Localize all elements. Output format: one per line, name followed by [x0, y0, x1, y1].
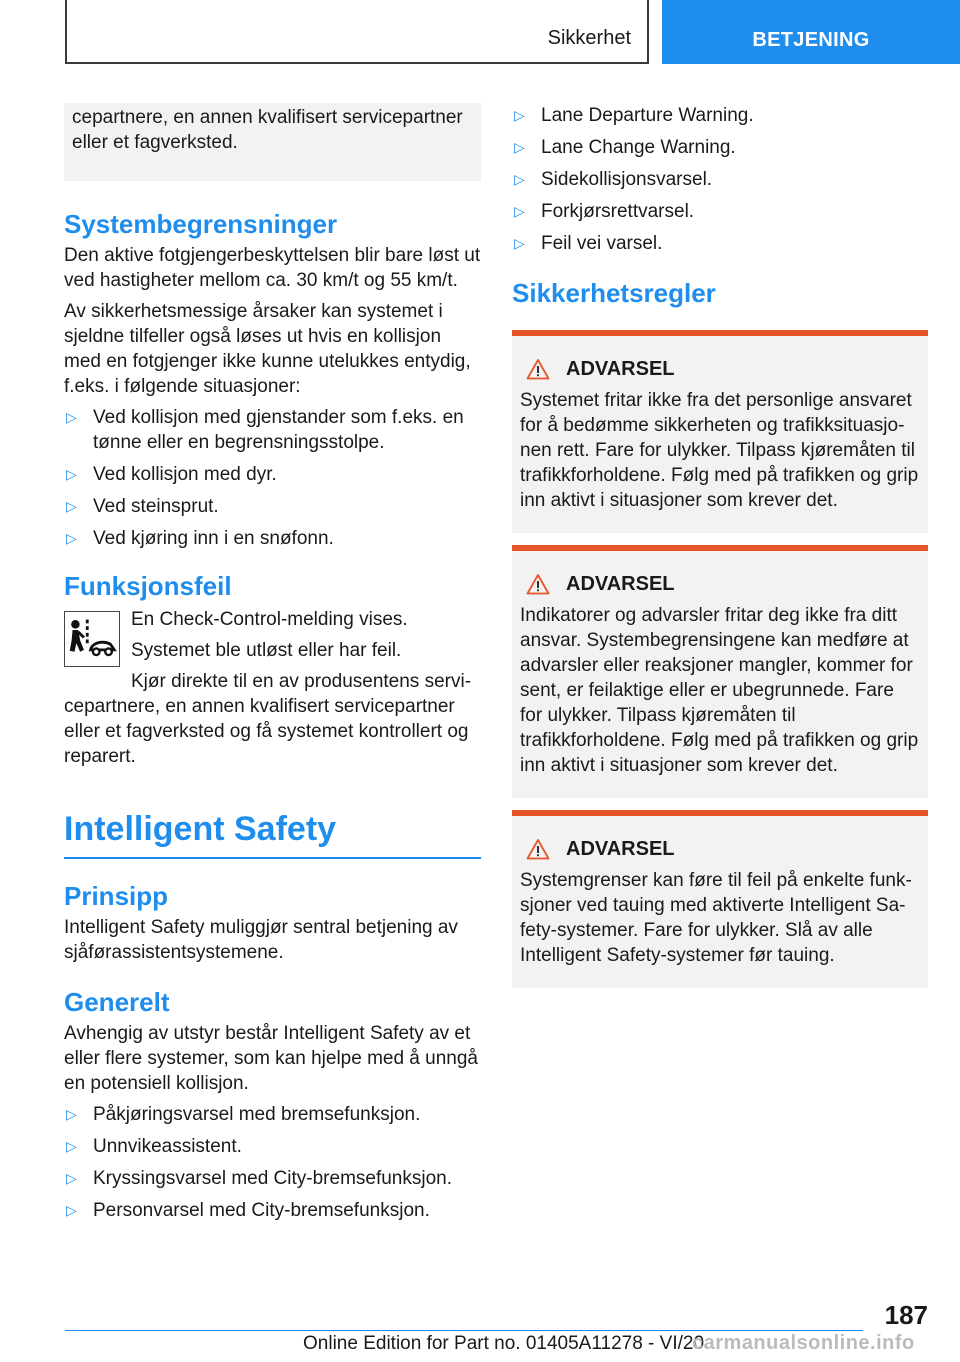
malfunction-line-1: En Check-Control-melding vises.: [131, 609, 408, 630]
list-item: [64, 462, 481, 487]
warning-title-text: ADVARSEL: [566, 358, 675, 380]
page-number: 187: [884, 1300, 928, 1330]
warning-title-text: ADVARSEL: [566, 838, 675, 860]
list-item: [64, 1102, 481, 1127]
triangle-right-icon: ▷: [66, 1106, 77, 1122]
list-item: [512, 103, 928, 128]
header-chapter-label: BETJENING: [752, 29, 870, 51]
warning-triangle-icon: [526, 573, 550, 595]
warning-title: [520, 571, 920, 597]
warning-triangle-icon: [526, 838, 550, 860]
list-item-text: Ved steinsprut.: [93, 496, 219, 517]
list-item-text: Ved kollisjon med gjenstander som f.eks. en tønne eller en begrensningsstolpe.: [93, 407, 464, 453]
triangle-right-icon: ▷: [514, 203, 525, 219]
list-item-text: Sidekollisjonsvarsel.: [541, 169, 713, 190]
list-item-text: Lane Departure Warning.: [541, 105, 754, 126]
list-item: [512, 199, 928, 224]
general-paragraph: Avhengig av utstyr består Intelligent Safety av et eller flere systemer, som kan hjelpe med å unngå en potensiell kollisjon.: [64, 1023, 478, 1094]
malfunction-section: [64, 571, 481, 769]
list-item: [512, 135, 928, 160]
pedestrian-protection-icon: [64, 611, 120, 667]
assist-systems-list: [512, 103, 928, 256]
malfunction-heading: Funksjonsfeil: [64, 571, 232, 601]
list-item-text: Ved kjøring inn i en snøfonn.: [93, 528, 334, 549]
list-item: [512, 167, 928, 192]
list-item: [64, 526, 481, 551]
safety-rules-heading: Sikkerhetsregler: [512, 278, 716, 308]
list-item: [64, 494, 481, 519]
continued-note-box: [64, 103, 481, 181]
malfunction-line-2: Systemet ble utløst eller har feil.: [131, 640, 402, 661]
list-item: [64, 405, 481, 455]
header-section-box: [65, 0, 649, 64]
list-item-text: Ved kollisjon med dyr.: [93, 464, 277, 485]
general-heading: Generelt: [64, 987, 170, 1017]
list-item: [512, 231, 928, 256]
list-item-text: Forkjørsrettvarsel.: [541, 201, 695, 222]
malfunction-line-4: cepartnere, en annen kvalifisert servicepartner eller et fagverksted og få systemet kontrollert og reparert.: [64, 696, 469, 767]
principle-paragraph: Intelligent Safety muliggjør sentral betjening av sjåførassistentsystemene.: [64, 917, 458, 963]
list-item-text: Unnvikeassistent.: [93, 1136, 242, 1157]
warning-text: Systemet fritar ikke fra det personlige ansvaret for å bedømme sikkerheten og trafikksituasjonen rett. Fare for ulykker. Tilpass kjøremåten til trafikkforholdene. Følg med på trafikken og grip inn aktivt i situasjoner som krever det.: [520, 390, 919, 511]
right-column: [512, 103, 928, 1000]
system-limits-list: [64, 405, 481, 551]
header-section-title: Sikkerhet: [547, 27, 631, 49]
footer-edition: Online Edition for Part no. 01405A11278 - VI/20: [303, 1333, 705, 1354]
list-item-text: Kryssingsvarsel med City-bremsefunksjon.: [93, 1168, 453, 1189]
triangle-right-icon: ▷: [514, 139, 525, 155]
warning-box-3: [512, 810, 928, 988]
footer-watermark: carmanualsonline.info: [692, 1332, 915, 1354]
malfunction-icon-text: [64, 607, 481, 694]
list-item-text: Lane Change Warning.: [541, 137, 736, 158]
principle-heading: Prinsipp: [64, 881, 169, 911]
warning-title-text: ADVARSEL: [566, 573, 675, 595]
triangle-right-icon: ▷: [514, 171, 525, 187]
system-limits-paragraph-2: Av sikkerhetsmessige årsaker kan systemet i sjeldne tilfeller også løses ut hvis en kollisjon med en fotgjenger ikke kunne utelukkes entydig, f.eks. i følgende situasjoner:: [64, 301, 471, 397]
intelligent-safety-section: [64, 809, 481, 1223]
triangle-right-icon: ▷: [66, 1138, 77, 1154]
system-limits-section: [64, 209, 481, 551]
malfunction-icon-row: [64, 607, 481, 694]
list-item: [64, 1134, 481, 1159]
list-item-text: Feil vei varsel.: [541, 233, 663, 254]
list-item-text: Påkjøringsvarsel med bremsefunksjon.: [93, 1104, 421, 1125]
triangle-right-icon: ▷: [66, 1170, 77, 1186]
triangle-right-icon: ▷: [66, 466, 77, 482]
system-limits-heading: Systembegrensninger: [64, 209, 338, 239]
list-item: [64, 1198, 481, 1223]
triangle-right-icon: ▷: [66, 1202, 77, 1218]
warning-text: Systemgrenser kan føre til feil på enkelte funksjoner ved tauing med aktiverte Intelligent Safety-systemer. Fare for ulykker. Slå av alle Intelligent Safety-systemer før tauing.: [520, 870, 912, 966]
triangle-right-icon: ▷: [66, 409, 77, 425]
list-item: [64, 1166, 481, 1191]
system-limits-paragraph-1: Den aktive fotgjengerbeskyttelsen blir bare løst ut ved hastigheter mellom ca. 30 km/t og 55 km/t.: [64, 245, 481, 291]
malfunction-line-3: Kjør direkte til en av produsentens servi-: [131, 671, 472, 692]
triangle-right-icon: ▷: [66, 530, 77, 546]
header-chapter-tab[interactable]: [662, 0, 960, 64]
intelligent-safety-heading: Intelligent Safety: [64, 809, 481, 859]
warning-text: Indikatorer og advarsler fritar deg ikke fra ditt ansvar. Systembegrensingene kan medføre at advarsler eller reaksjoner mangler, kommer for sent, er feilaktige eller er ubegrunnede. Fare for ulykker. Tilpass kjøremåten til trafikkforholdene. Følg med på trafikken og grip inn aktivt i situasjoner som krever det.: [520, 605, 919, 776]
warning-box-1: [512, 330, 928, 533]
footer-divider: [65, 1330, 863, 1331]
continued-note-text: cepartnere, en annen kvalifisert servicepartner eller et fagverksted.: [72, 107, 463, 153]
warning-box-2: [512, 545, 928, 798]
list-item-text: Personvarsel med City-bremsefunksjon.: [93, 1200, 430, 1221]
triangle-right-icon: ▷: [514, 107, 525, 123]
warning-title: [520, 836, 920, 862]
intelligent-safety-list: [64, 1102, 481, 1223]
triangle-right-icon: ▷: [66, 498, 77, 514]
left-column: [64, 103, 481, 1230]
triangle-right-icon: ▷: [514, 235, 525, 251]
warning-title: [520, 356, 920, 382]
warning-triangle-icon: [526, 358, 550, 380]
